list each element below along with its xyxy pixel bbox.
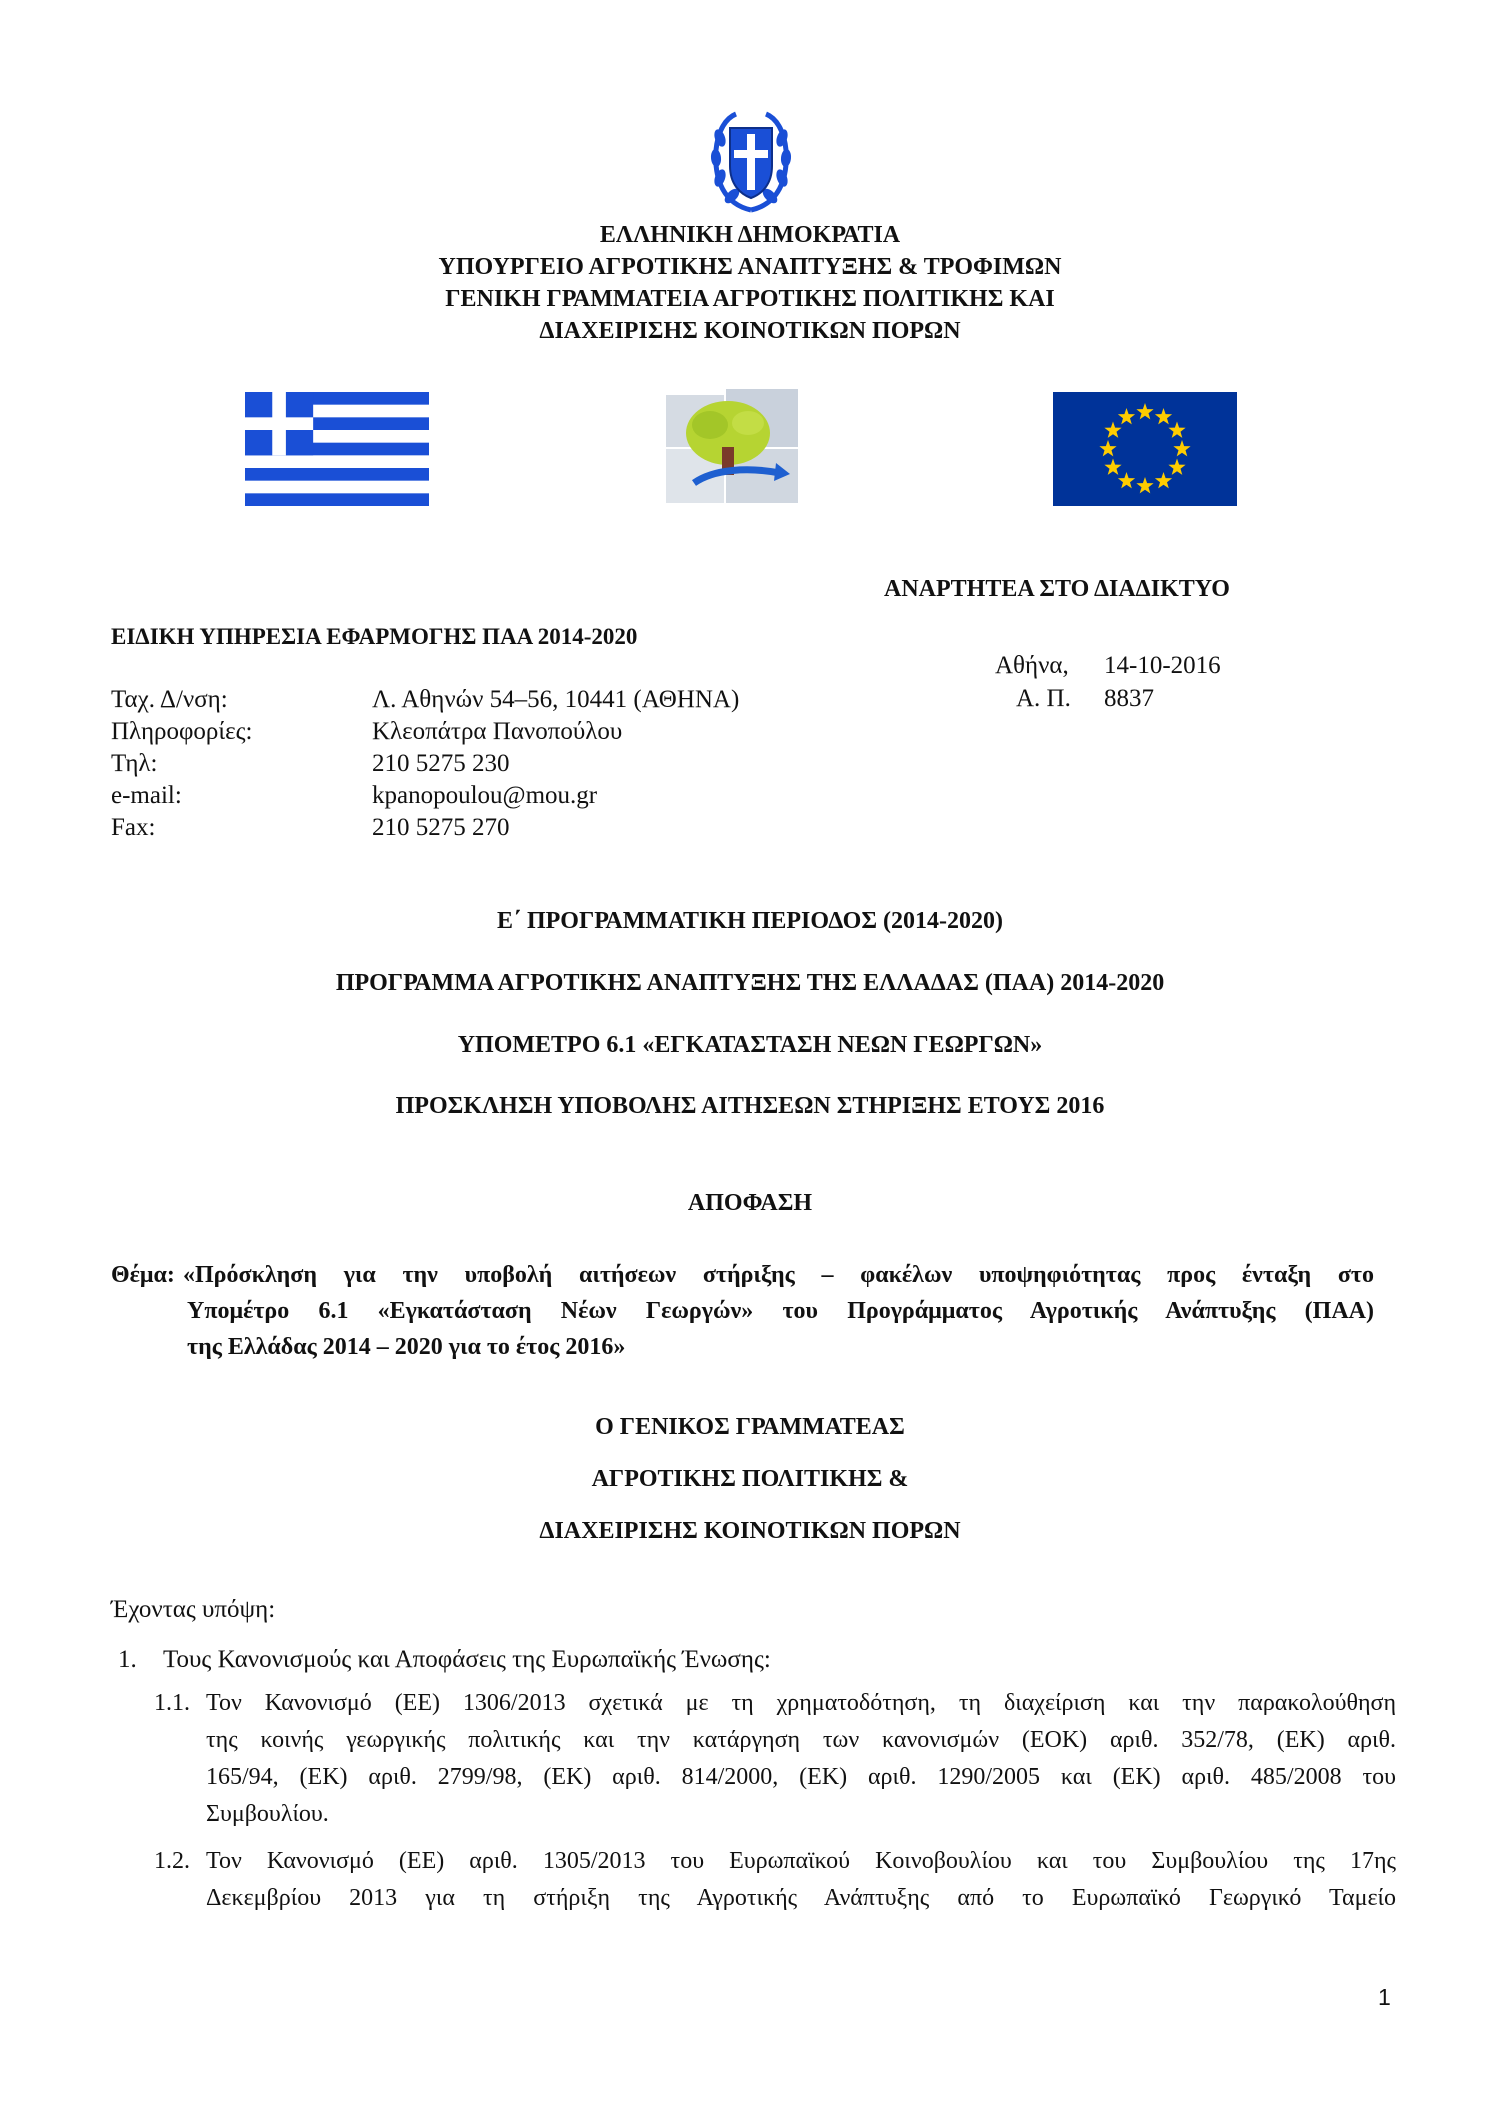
- contact-value-info: Κλεοπάτρα Πανοπούλου: [372, 718, 623, 745]
- submeasure-title: ΥΠΟΜΕΤΡΟ 6.1 «ΕΓΚΑΤΑΣΤΑΣΗ ΝΕΩΝ ΓΕΩΡΓΩΝ»: [457, 1032, 1043, 1058]
- rural-development-logo-icon: [662, 385, 810, 507]
- programming-period: Ε΄ ΠΡΟΓΡΑΜΜΑΤΙΚΗ ΠΕΡΙΟΔΟΣ (2014-2020): [496, 908, 1004, 934]
- posting-note: ΑΝΑΡΤΗΤΕΑ ΣΤΟ ΔΙΑΔΙΚΤΥΟ: [884, 576, 1230, 602]
- contact-label-phone: Τηλ:: [111, 750, 158, 777]
- subject-label: Θέμα:: [111, 1262, 175, 1288]
- contact-label-email: e-mail:: [111, 782, 182, 809]
- header-line-2: ΥΠΟΥΡΓΕΙΟ ΑΓΡΟΤΙΚΗΣ ΑΝΑΠΤΥΞΗΣ & ΤΡΟΦΙΜΩΝ: [438, 254, 1062, 280]
- secretary-line-3: ΔΙΑΧΕΙΡΙΣΗΣ ΚΟΙΝΟΤΙΚΩΝ ΠΟΡΩΝ: [539, 1518, 961, 1544]
- place-label: Αθήνα,: [995, 652, 1069, 679]
- protocol-number: 8837: [1104, 685, 1154, 712]
- eu-flag-icon: [1053, 392, 1237, 506]
- call-title: ΠΡΟΣΚΛΗΣΗ ΥΠΟΒΟΛΗΣ ΑΙΤΗΣΕΩΝ ΣΤΗΡΙΞΗΣ ΕΤΟΥΣ 2016: [395, 1093, 1105, 1119]
- contact-label-info: Πληροφορίες:: [111, 718, 253, 745]
- item-1-number: 1.: [118, 1646, 137, 1673]
- programme-title: ΠΡΟΓΡΑΜΜΑ ΑΓΡΟΤΙΚΗΣ ΑΝΑΠΤΥΞΗΣ ΤΗΣ ΕΛΛΑΔΑΣ (ΠΑΑ) 2014-2020: [335, 970, 1165, 996]
- contact-value-phone: 210 5275 230: [372, 750, 510, 777]
- subject-line-2: Υπομέτρο 6.1 «Εγκατάσταση Νέων Γεωργών» του Προγράμματος Αγροτικής Ανάπτυξης (ΠΑΑ): [187, 1298, 1374, 1324]
- item-1-2-number: 1.2.: [154, 1848, 190, 1874]
- service-name: ΕΙΔΙΚΗ ΥΠΗΡΕΣΙΑ ΕΦΑΡΜΟΓΗΣ ΠΑΑ 2014-2020: [111, 624, 638, 649]
- decision-title: ΑΠΟΦΑΣΗ: [687, 1190, 813, 1216]
- header-line-4: ΔΙΑΧΕΙΡΙΣΗΣ ΚΟΙΝΟΤΙΚΩΝ ΠΟΡΩΝ: [539, 318, 961, 344]
- contact-label-fax: Fax:: [111, 814, 156, 841]
- secretary-line-2: ΑΓΡΟΤΙΚΗΣ ΠΟΛΙΤΙΚΗΣ &: [591, 1466, 909, 1492]
- contact-label-address: Ταχ. Δ/νση:: [111, 686, 228, 713]
- contact-value-email: kpanopoulou@mou.gr: [372, 782, 598, 809]
- greek-coat-of-arms-icon: [706, 108, 796, 214]
- item-1-1-number: 1.1.: [154, 1690, 190, 1716]
- subject-line-3: της Ελλάδας 2014 – 2020 για το έτος 2016»: [187, 1334, 626, 1360]
- protocol-label: Α. Π.: [1016, 685, 1071, 712]
- header-line-1: ΕΛΛΗΝΙΚΗ ΔΗΜΟΚΡΑΤΙΑ: [599, 222, 901, 248]
- secretary-line-1: Ο ΓΕΝΙΚΟΣ ΓΡΑΜΜΑΤΕΑΣ: [595, 1414, 905, 1440]
- date-value: 14-10-2016: [1104, 652, 1221, 679]
- considering-label: Έχοντας υπόψη:: [111, 1596, 276, 1623]
- item-1-1-line-1: Τον Κανονισμό (ΕΕ) 1306/2013 σχετικά με τη χρηματοδότηση, τη διαχείριση και την παρακολούθηση: [206, 1690, 1396, 1716]
- item-1-text: Τους Κανονισμούς και Αποφάσεις της Ευρωπαϊκής Ένωσης:: [163, 1646, 771, 1673]
- item-1-1-line-3: 165/94, (ΕΚ) αριθ. 2799/98, (ΕΚ) αριθ. 814/2000, (ΕΚ) αριθ. 1290/2005 και (ΕΚ) αριθ. 485/2008 του: [206, 1764, 1396, 1790]
- item-1-2-line-1: Τον Κανονισμό (ΕΕ) αριθ. 1305/2013 του Ευρωπαϊκού Κοινοβουλίου και του Συμβουλίου της 17ης: [206, 1848, 1396, 1874]
- item-1-2-line-2: Δεκεμβρίου 2013 για τη στήριξη της Αγροτικής Ανάπτυξης από το Ευρωπαϊκό Γεωργικό Ταμείο: [206, 1885, 1396, 1911]
- item-1-1-line-2: της κοινής γεωργικής πολιτικής και την κατάργηση των κανονισμών (ΕΟΚ) αριθ. 352/78, (ΕΚ) αριθ.: [206, 1727, 1396, 1753]
- item-1-1-line-4: Συμβουλίου.: [206, 1801, 329, 1827]
- contact-value-fax: 210 5275 270: [372, 814, 510, 841]
- greek-flag-icon: [245, 392, 429, 506]
- subject-line-1: «Πρόσκληση για την υποβολή αιτήσεων στήριξης – φακέλων υποψηφιότητας προς ένταξη στο: [183, 1262, 1374, 1288]
- contact-value-address: Λ. Αθηνών 54–56, 10441 (ΑΘΗΝΑ): [372, 686, 740, 713]
- page-number: 1: [1378, 1984, 1391, 2010]
- header-line-3: ΓΕΝΙΚΗ ΓΡΑΜΜΑΤΕΙΑ ΑΓΡΟΤΙΚΗΣ ΠΟΛΙΤΙΚΗΣ ΚΑΙ: [445, 286, 1055, 312]
